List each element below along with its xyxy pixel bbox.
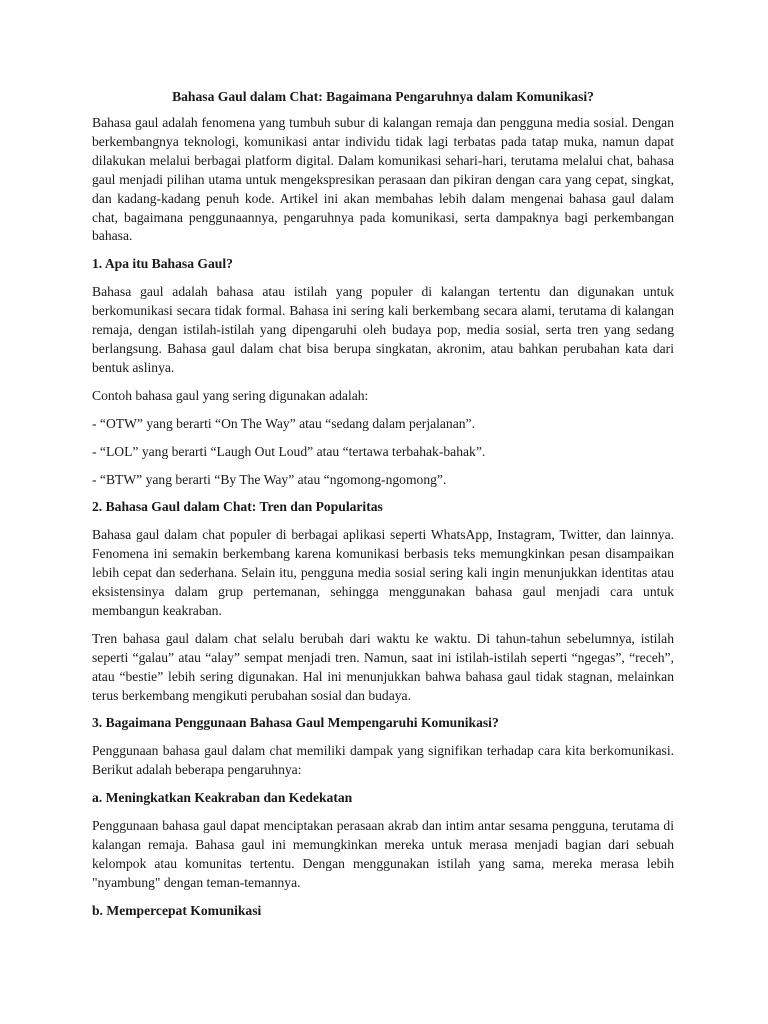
subsection-b-heading: b. Mempercepat Komunikasi (92, 902, 262, 918)
example-btw: - “BTW” yang berarti “By The Way” atau “ngomong-ngomong”. (92, 471, 447, 487)
section-2-heading: 2. Bahasa Gaul dalam Chat: Tren dan Popularitas (92, 499, 383, 515)
section-1-paragraph: Bahasa gaul adalah bahasa atau istilah yang populer di kalangan tertentu dan digunakan untuk berkomunikasi secara tidak formal. Bahasa ini sering kali berkembang secara alami, terutama di kalangan remaja, dengan istilah-istilah yang dipengaruhi oleh budaya pop, media sosial, serta tren yang sedang berlangsung. Bahasa gaul dalam chat bisa berupa singkatan, akronim, atau bahkan perubahan kata dari bentuk aslinya. (92, 284, 674, 375)
section-2-paragraph-2: Tren bahasa gaul dalam chat selalu berubah dari waktu ke waktu. Di tahun-tahun sebelumnya, istilah seperti “galau” atau “alay” sempat menjadi tren. Namun, saat ini istilah-istilah seperti “ngegas”, “receh”, atau “bestie” lebih sering digunakan. Hal ini menunjukkan bahwa bahasa gaul tidak stagnan, melainkan terus berkembang mengikuti perubahan sosial dan budaya. (92, 630, 674, 703)
examples-intro: Contoh bahasa gaul yang sering digunakan adalah: (92, 387, 369, 403)
section-1-heading: 1. Apa itu Bahasa Gaul? (92, 256, 233, 272)
section-3-heading: 3. Bagaimana Penggunaan Bahasa Gaul Mempengaruhi Komunikasi? (92, 715, 499, 731)
subsection-a-paragraph: Penggunaan bahasa gaul dapat menciptakan perasaan akrab dan intim antar sesama pengguna, terutama di kalangan remaja. Bahasa gaul ini memungkinkan mereka untuk merasa menjadi bagian dari sebuah kelompok atau komunitas tertentu. Dengan menggunakan istilah yang sama, mereka merasa lebih "nyambung" dengan teman-temannya. (92, 818, 674, 890)
intro-paragraph: Bahasa gaul adalah fenomena yang tumbuh subur di kalangan remaja dan pengguna media sosial. Dengan berkembangnya teknologi, komunikasi antar individu tidak lagi terbatas pada tatap muka, namun dapat dilakukan melalui berbagai platform digital. Dalam komunikasi sehari-hari, terutama melalui chat, bahasa gaul menjadi pilihan utama untuk mengekspresikan perasaan dan pikiran dengan cara yang cepat, singkat, dan kadang-kadang penuh kode. Artikel ini akan membahas lebih dalam mengenai bahasa gaul dalam chat, bagaimana penggunaannya, pengaruhnya pada komunikasi, serta dampaknya bagi perkembangan bahasa. (92, 115, 674, 244)
subsection-a-heading: a. Meningkatkan Keakraban dan Kedekatan (92, 790, 353, 806)
example-lol: - “LOL” yang berarti “Laugh Out Loud” atau “tertawa terbahak-bahak”. (92, 443, 486, 459)
example-otw: - “OTW” yang berarti “On The Way” atau “sedang dalam perjalanan”. (92, 415, 475, 431)
section-2-paragraph-1: Bahasa gaul dalam chat populer di berbagai aplikasi seperti WhatsApp, Instagram, Twitter, dan lainnya. Fenomena ini semakin berkembang karena komunikasi berbasis teks memungkinkan pesan disampaikan lebih cepat dan sederhana. Selain itu, pengguna media sosial sering kali ingin menunjukkan identitas atau eksistensinya dalam grup pertemanan, sehingga menggunakan bahasa gaul menjadi cara untuk membangun keakraban. (92, 527, 674, 618)
page-title: Bahasa Gaul dalam Chat: Bagaimana Pengaruhnya dalam Komunikasi? (172, 89, 594, 104)
section-3-paragraph: Penggunaan bahasa gaul dalam chat memiliki dampak yang signifikan terhadap cara kita berkomunikasi. Berikut adalah beberapa pengaruhnya: (92, 743, 674, 778)
